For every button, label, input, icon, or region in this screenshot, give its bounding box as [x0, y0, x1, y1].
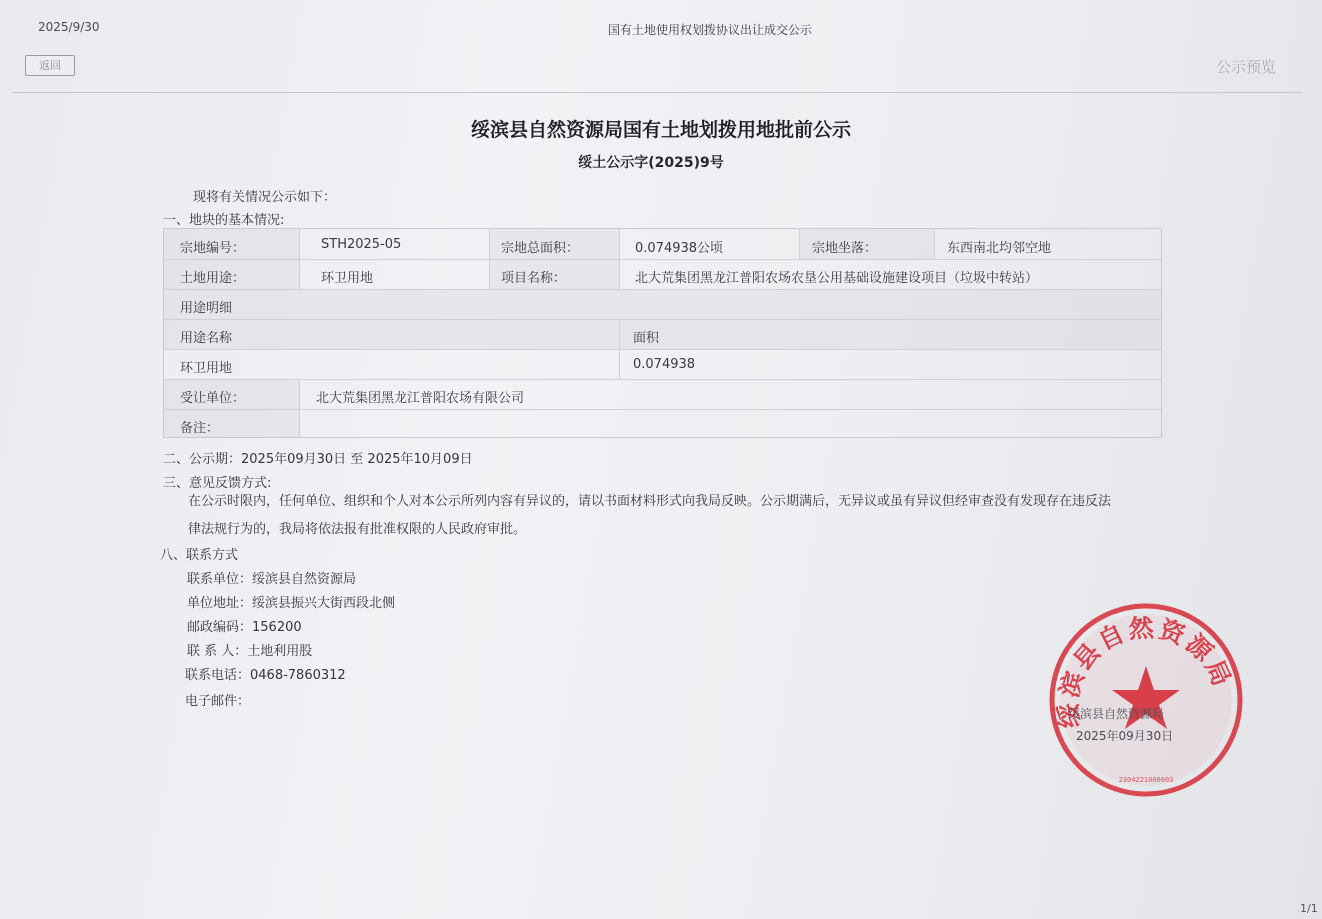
- section-3-heading: 三、意见反馈方式:: [163, 476, 272, 491]
- signature-date: 2025年09月30日: [1076, 729, 1174, 743]
- project-name-value: 北大荒集团黑龙江普阳农场农垦公用基础设施建设项目（垃圾中转站）: [635, 271, 1039, 286]
- contact-unit: 联系单位：绥滨县自然资源局: [187, 572, 357, 587]
- land-use-label: 土地用途：: [180, 271, 246, 286]
- back-button[interactable]: 返回: [25, 55, 75, 76]
- intro-text: 现将有关情况公示如下：: [193, 190, 337, 205]
- section-8-heading: 八、联系方式: [160, 548, 239, 563]
- parcel-location-value: 东西南北均邻空地: [947, 241, 1052, 256]
- parcel-area-value: 0.074938公顷: [635, 241, 724, 256]
- svg-text:2304221000003: 2304221000003: [1118, 776, 1174, 784]
- contact-phone: 联系电话：0468-7860312: [185, 668, 346, 683]
- print-date: 2025/9/30: [38, 20, 100, 34]
- grantee-value: 北大荒集团黑龙江普阳农场有限公司: [316, 391, 525, 406]
- grantee-label: 受让单位：: [180, 391, 246, 406]
- parcel-no-label: 宗地编号：: [180, 241, 246, 256]
- land-use-value: 环卫用地: [321, 271, 374, 286]
- official-seal-stamp: [1046, 600, 1246, 800]
- contact-person: 联 系 人：土地利用股: [187, 644, 313, 659]
- section-2-period: 二、公示期：2025年09月30日 至 2025年10月09日: [163, 452, 473, 467]
- parcel-area-label: 宗地总面积：: [501, 241, 580, 256]
- parcel-table: [163, 228, 1162, 438]
- section-3-line-1: 在公示时限内，任何单位、组织和个人对本公示所列内容有异议的，请以书面材料形式向我局反映。公示期满后，无异议或虽有异议但经审查没有发现存在违反法: [188, 494, 1112, 509]
- use-detail-heading: 用途明细: [180, 301, 233, 316]
- section-1-heading: 一、地块的基本情况:: [163, 213, 285, 228]
- contact-address: 单位地址：绥滨县振兴大街西段北侧: [187, 596, 396, 611]
- remark-label: 备注：: [180, 421, 220, 436]
- parcel-no-value: STH2025-05: [321, 237, 402, 252]
- page-number: 1/1: [1300, 902, 1318, 915]
- use-name-header: 用途名称: [180, 331, 233, 346]
- use-area-value: 0.074938: [633, 357, 696, 372]
- document-title: 绥滨县自然资源局国有土地划拨用地批前公示: [470, 119, 851, 141]
- document-number: 绥土公示字(2025)9号: [578, 155, 724, 171]
- parcel-location-label: 宗地坐落：: [812, 241, 878, 256]
- svg-text:绥滨县自然资源局: 绥滨县自然资源局: [1053, 613, 1238, 730]
- contact-postcode: 邮政编码：156200: [187, 620, 302, 635]
- preview-label: 公示预览: [1216, 58, 1277, 76]
- contact-email: 电子邮件：: [185, 694, 251, 709]
- header-divider: [12, 92, 1302, 93]
- print-page-title: 国有土地使用权划拨协议出让成交公示: [608, 23, 813, 37]
- project-name-label: 项目名称：: [501, 271, 567, 286]
- use-area-header: 面积: [633, 331, 660, 346]
- section-3-line-2: 律法规行为的，我局将依法报有批准权限的人民政府审批。: [188, 522, 527, 537]
- use-name-value: 环卫用地: [180, 361, 233, 376]
- signature-org: 绥滨县自然资源局: [1068, 707, 1165, 721]
